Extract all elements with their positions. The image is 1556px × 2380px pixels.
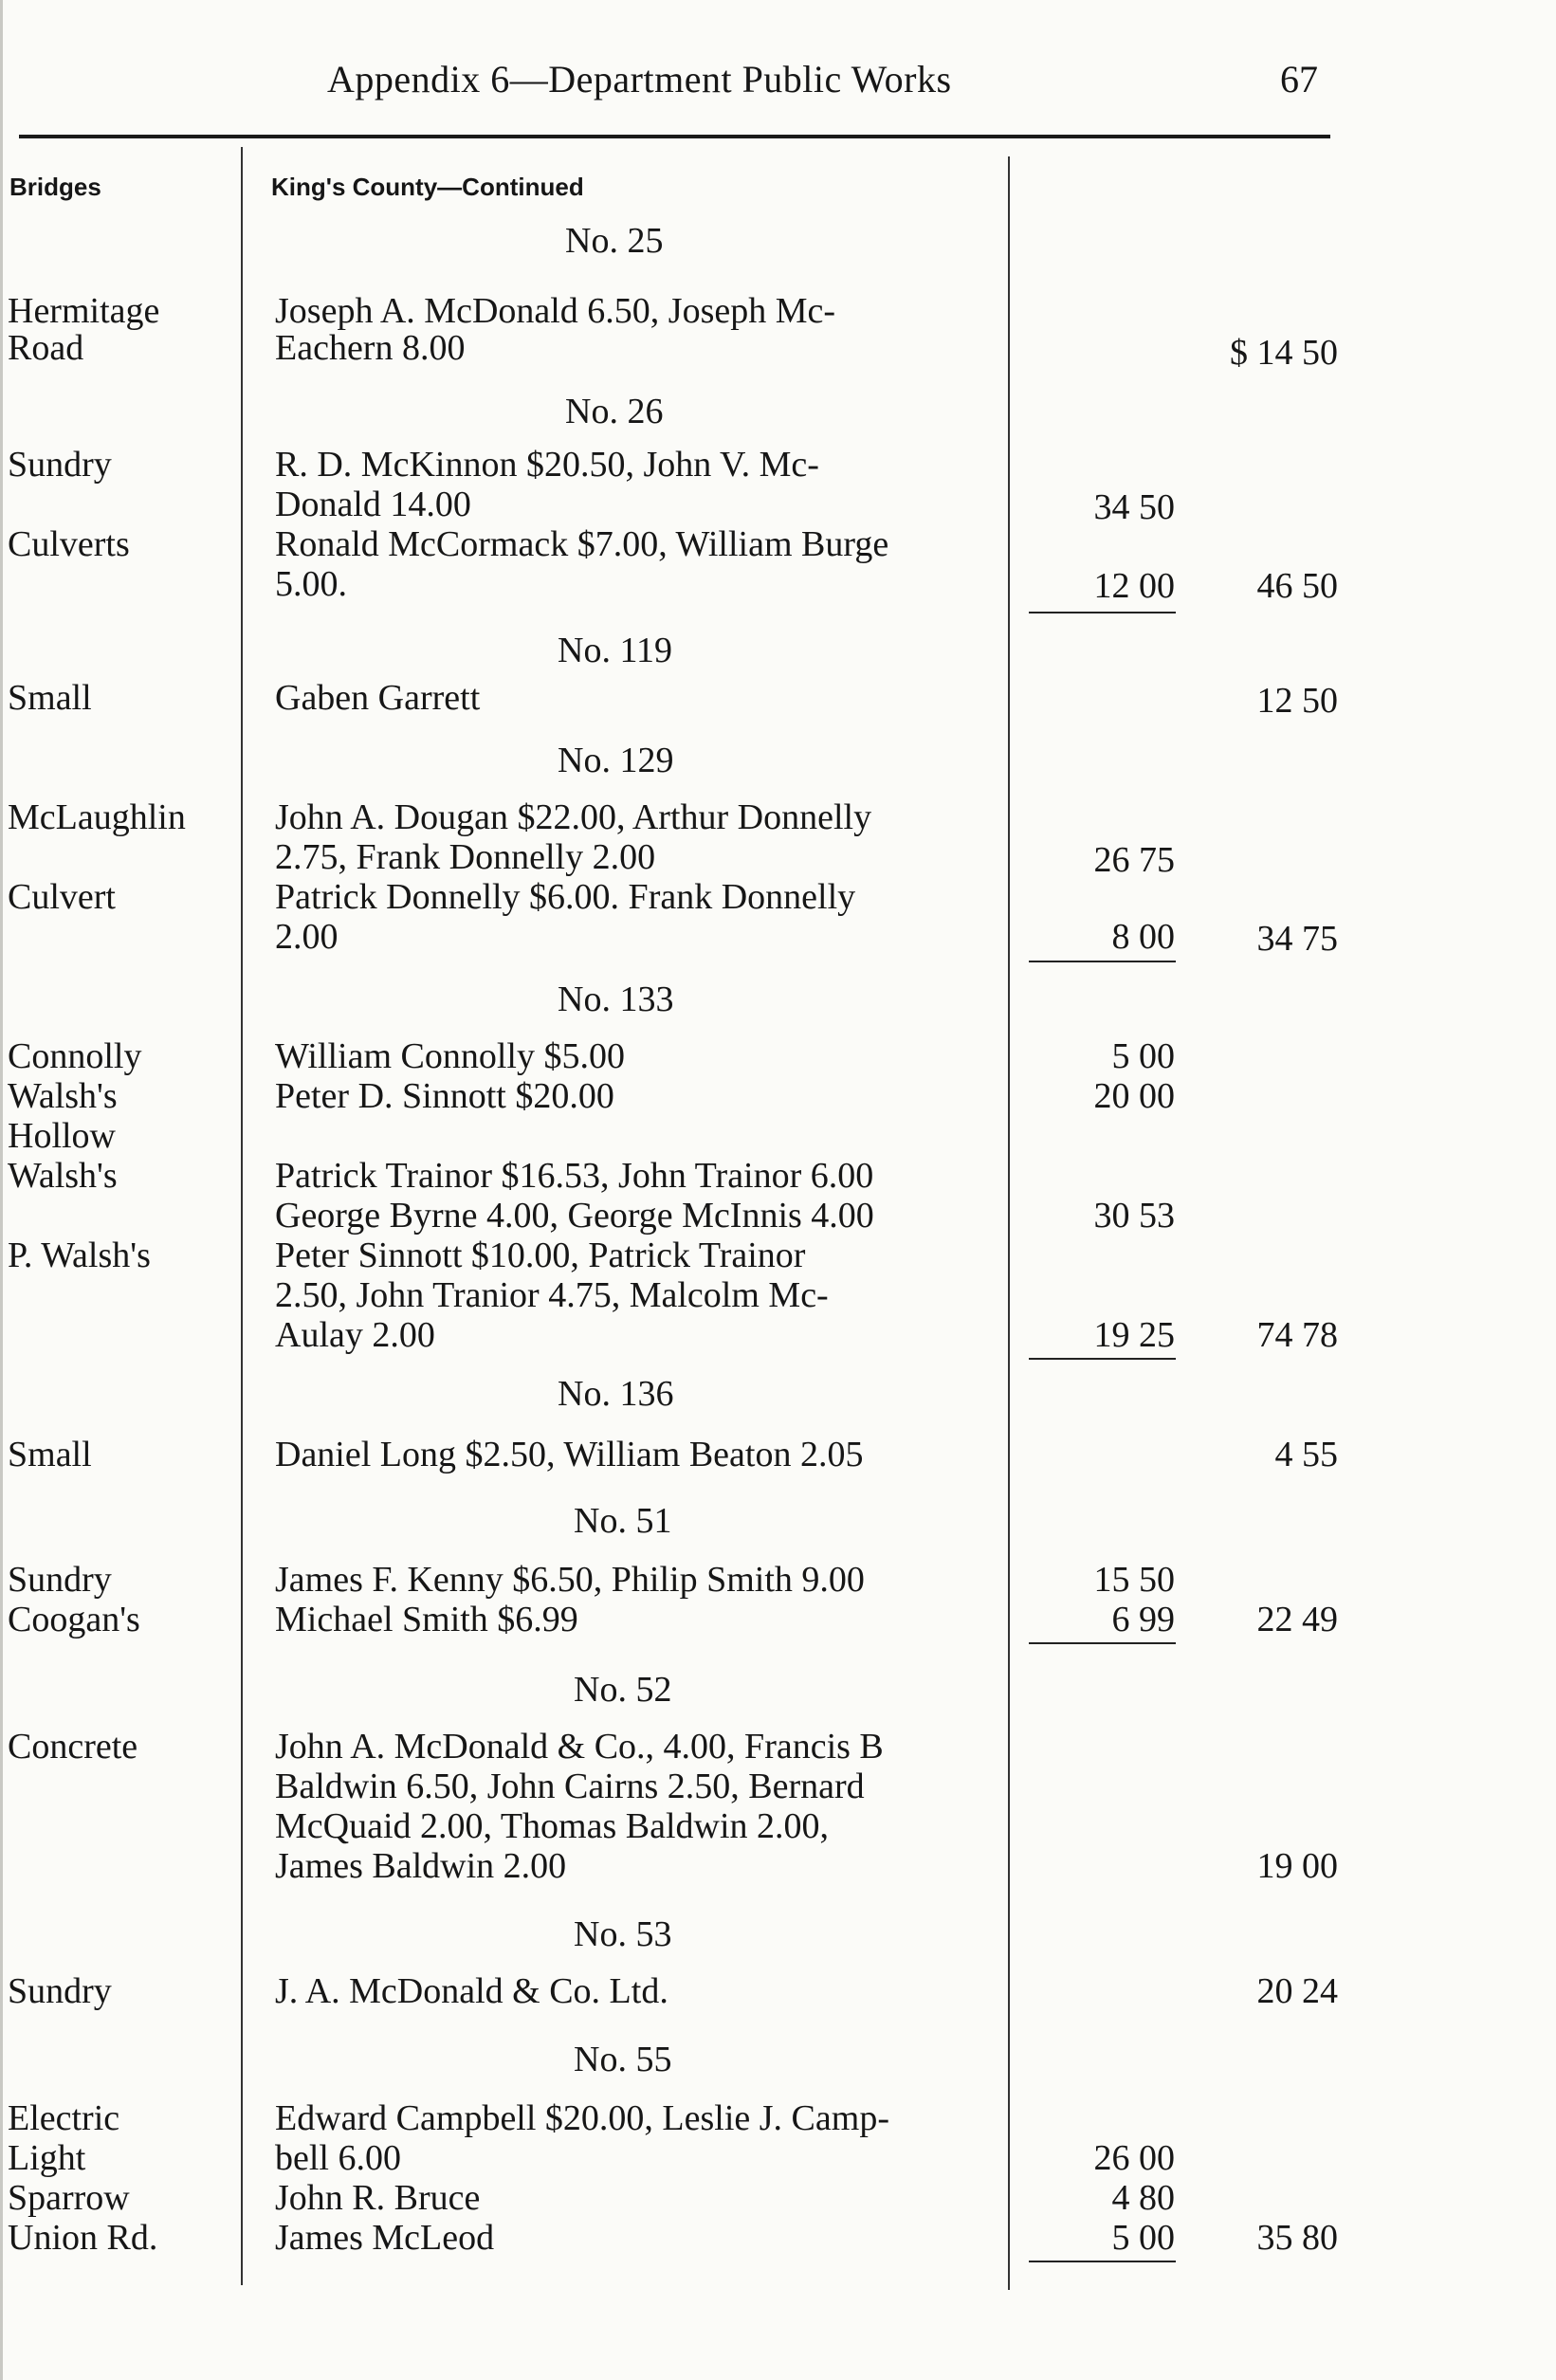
entry-amount: 20 00 [1093,1076,1175,1116]
bridge-label: Concrete [8,1727,138,1767]
entry-line: Edward Campbell $20.00, Leslie J. Camp- [275,2098,889,2138]
entry-line: R. D. McKinnon $20.50, John V. Mc- [275,445,819,485]
header-rule [19,135,1330,138]
bridge-label: P. Walsh's [8,1236,151,1275]
section-number: No. 51 [574,1501,672,1541]
bridges-column-heading: Bridges [9,173,101,201]
bridge-label: Walsh's [8,1156,118,1196]
entry-line: Aulay 2.00 [275,1315,435,1355]
entry-amount: 26 00 [1093,2138,1175,2178]
entry-line: Gaben Garrett [275,678,481,718]
entry-line: John A. Dougan $22.00, Arthur Donnelly [275,797,872,837]
running-header [0,47,1556,114]
column-divider-right [1008,156,1010,2290]
entry-amount: 26 75 [1093,840,1175,880]
entry-line: McQuaid 2.00, Thomas Baldwin 2.00, [275,1806,830,1846]
column-divider-left [241,147,243,2285]
entry-line: 2.00 [275,917,339,957]
subtotal-rule [1029,612,1176,613]
entry-line: Patrick Trainor $16.53, John Trainor 6.00 [275,1156,874,1196]
entry-line: Eachern 8.00 [275,328,466,368]
entry-line: George Byrne 4.00, George McInnis 4.00 [275,1196,874,1236]
entry-line: Ronald McCormack $7.00, William Burge [275,524,889,564]
entry-line: 2.75, Frank Donnelly 2.00 [275,837,656,877]
page-title: Appendix 6—Department Public Works [327,58,952,101]
subtotal-rule [1029,1358,1176,1360]
entry-amount: 12 00 [1093,566,1175,606]
entry-line: Joseph A. McDonald 6.50, Joseph Mc- [275,291,836,331]
section-number: No. 133 [558,979,674,1019]
entry-line: James McLeod [275,2218,495,2258]
entry-line: John A. McDonald & Co., 4.00, Francis B [275,1727,884,1767]
entry-amount: 5 00 [1111,2218,1175,2258]
entry-line: Baldwin 6.50, John Cairns 2.50, Bernard [275,1767,865,1806]
entry-line: John R. Bruce [275,2178,481,2218]
entry-amount: 6 99 [1111,1600,1175,1639]
bridge-label: Small [8,1435,92,1474]
section-number: No. 136 [558,1374,674,1414]
section-number: No. 129 [558,741,674,780]
bridge-label: Sparrow [8,2178,130,2218]
entry-line: Patrick Donnelly $6.00. Frank Donnelly [275,877,856,917]
entry-amount: 34 50 [1093,487,1175,527]
entry-line: William Connolly $5.00 [275,1036,625,1076]
bridge-label: Connolly [8,1036,142,1076]
entry-line: J. A. McDonald & Co. Ltd. [275,1971,668,2011]
section-total: 20 24 [1256,1971,1338,2011]
bridge-label: Small [8,678,92,718]
bridge-label: Coogan's [8,1600,140,1639]
section-number: No. 26 [565,392,664,431]
bridge-label: Light [8,2138,86,2178]
entry-line: 2.50, John Tranior 4.75, Malcolm Mc- [275,1275,829,1315]
bridge-label: Sundry [8,1560,112,1600]
bridge-label: Road [8,328,84,368]
subtotal-rule [1029,1642,1176,1644]
bridge-label: McLaughlin [8,797,186,837]
section-total: 19 00 [1256,1846,1338,1886]
entry-amount: 4 80 [1111,2178,1175,2218]
bridge-label: Sundry [8,1971,112,2011]
entry-line: Peter Sinnott $10.00, Patrick Trainor [275,1236,806,1275]
subtotal-rule [1029,961,1176,962]
entry-line: Donald 14.00 [275,485,471,524]
entry-amount: 19 25 [1093,1315,1175,1355]
section-total: 74 78 [1256,1315,1338,1355]
section-total: 34 75 [1256,919,1338,959]
entry-line: James F. Kenny $6.50, Philip Smith 9.00 [275,1560,865,1600]
entry-amount: 5 00 [1111,1036,1175,1076]
section-total: 12 50 [1256,681,1338,721]
scan-edge [0,0,3,2380]
entry-amount: 8 00 [1111,917,1175,957]
section-number: No. 119 [558,631,673,670]
bridge-label: Walsh's [8,1076,118,1116]
entry-line: Peter D. Sinnott $20.00 [275,1076,614,1116]
page-number: 67 [1280,58,1318,101]
bridge-label: Culverts [8,524,130,564]
entry-amount: 30 53 [1093,1196,1175,1236]
section-total: $ 14 50 [1230,333,1338,373]
bridge-label: Union Rd. [8,2218,158,2258]
entry-line: bell 6.00 [275,2138,401,2178]
bridge-label: Hermitage [8,291,160,331]
section-total: 46 50 [1256,566,1338,606]
subtotal-rule [1029,2261,1176,2262]
county-column-heading: King's County—Continued [271,173,584,201]
section-total: 22 49 [1256,1600,1338,1639]
section-number: No. 25 [565,221,664,261]
section-number: No. 52 [574,1670,672,1710]
section-number: No. 53 [574,1914,672,1954]
bridge-label: Culvert [8,877,116,917]
section-number: No. 55 [574,2040,672,2079]
entry-line: Michael Smith $6.99 [275,1600,578,1639]
entry-line: Daniel Long $2.50, William Beaton 2.05 [275,1435,864,1474]
entry-amount: 15 50 [1093,1560,1175,1600]
entry-line: 5.00. [275,564,347,604]
bridge-label: Electric [8,2098,120,2138]
bridge-label: Hollow [8,1116,116,1156]
bridge-label: Sundry [8,445,112,485]
entry-line: James Baldwin 2.00 [275,1846,567,1886]
section-total: 4 55 [1274,1435,1338,1474]
section-total: 35 80 [1256,2218,1338,2258]
